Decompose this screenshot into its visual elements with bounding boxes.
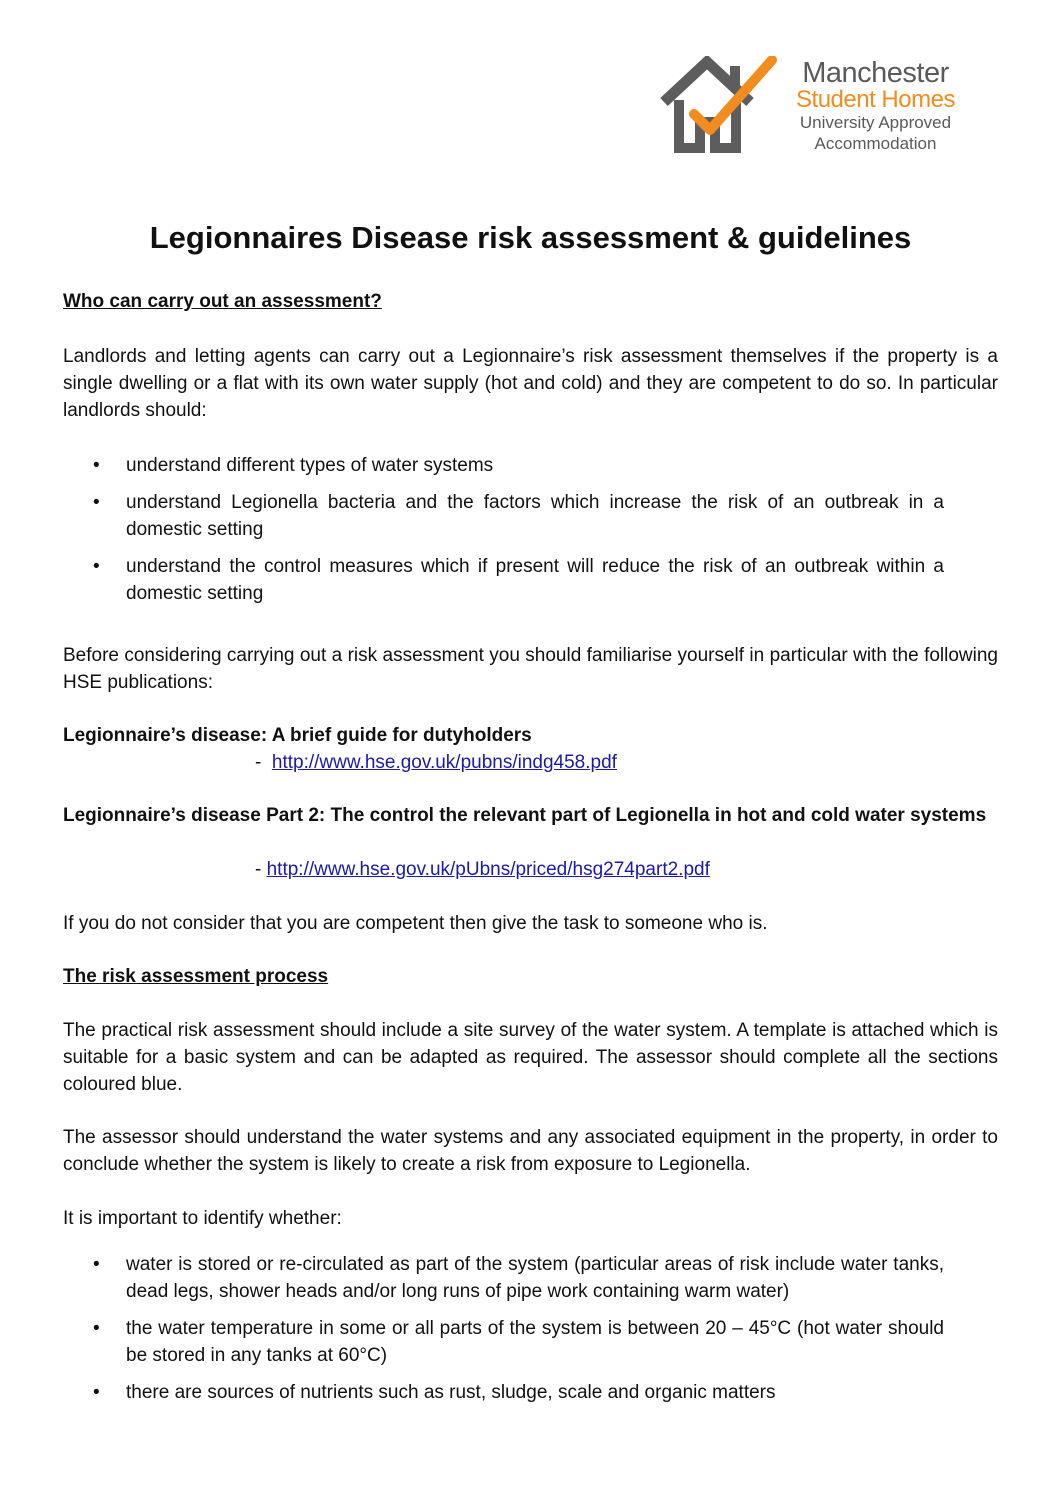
publication-1-link-line: - http://www.hse.gov.uk/pubns/indg458.pdf bbox=[255, 752, 617, 773]
list-item: • understand different types of water systems bbox=[63, 452, 944, 479]
landlord-bullet-list bbox=[63, 452, 998, 617]
bullet-icon: • bbox=[93, 455, 100, 476]
process-paragraph-2: The assessor should understand the water systems and any associated equipment in the property, in order to conclude whether the system is likely to create a risk from exposure to Legionella. bbox=[63, 1127, 998, 1175]
house-check-icon bbox=[660, 56, 785, 156]
logo-line-2: Student Homes bbox=[796, 86, 955, 113]
publication-2-link-line: - http://www.hse.gov.uk/pUbns/priced/hsg274part2.pdf bbox=[255, 859, 710, 880]
intro-paragraph: Landlords and letting agents can carry out a Legionnaire’s risk assessment themselves if the property is a single dwelling or a flat with its own water supply (hot and cold) and they are competent to do so. In particular landlords should: bbox=[63, 346, 998, 421]
publication-2-title: Legionnaire’s disease Part 2: The control the relevant part of Legionella in hot and cold water systems bbox=[63, 805, 987, 826]
logo-line-1: Manchester bbox=[802, 57, 949, 89]
risk-bullet-list bbox=[63, 1251, 998, 1416]
list-item: • there are sources of nutrients such as rust, sludge, scale and organic matters bbox=[63, 1379, 944, 1406]
section-heading-who: Who can carry out an assessment? bbox=[63, 291, 382, 312]
publication-2-link[interactable]: http://www.hse.gov.uk/pUbns/priced/hsg274part2.pdf bbox=[266, 859, 710, 880]
bullet-icon: • bbox=[93, 1254, 100, 1275]
list-item: • the water temperature in some or all parts of the system is between 20 – 45°C (hot water should be stored in any tanks at 60°C) bbox=[63, 1315, 944, 1369]
competent-paragraph: If you do not consider that you are competent then give the task to someone who is. bbox=[63, 913, 768, 934]
list-item: • understand Legionella bacteria and the factors which increase the risk of an outbreak in a domestic setting bbox=[63, 489, 944, 543]
publication-1-title: Legionnaire’s disease: A brief guide for dutyholders bbox=[63, 725, 532, 746]
process-paragraph-3: It is important to identify whether: bbox=[63, 1208, 342, 1229]
list-item: • understand the control measures which if present will reduce the risk of an outbreak within a domestic setting bbox=[63, 553, 944, 607]
bullet-icon: • bbox=[93, 1382, 100, 1403]
bullet-icon: • bbox=[93, 556, 100, 577]
logo-text bbox=[783, 58, 968, 154]
logo-line-3: University Approved bbox=[799, 113, 952, 132]
process-paragraph-1: The practical risk assessment should include a site survey of the water system. A template is attached which is suitable for a basic system and can be adapted as required. The assessor should complete all the sections coloured blue. bbox=[63, 1020, 998, 1095]
bullet-icon: • bbox=[93, 492, 100, 513]
list-item: • water is stored or re-circulated as part of the system (particular areas of risk include water tanks, dead legs, shower heads and/or long runs of pipe work containing warm water) bbox=[63, 1251, 944, 1305]
publication-1-link[interactable]: http://www.hse.gov.uk/pubns/indg458.pdf bbox=[271, 752, 617, 773]
before-paragraph: Before considering carrying out a risk assessment you should familiarise yourself in particular with the following HSE publications: bbox=[63, 645, 998, 693]
section-heading-process: The risk assessment process bbox=[63, 966, 329, 987]
logo-line-4: Accommodation bbox=[814, 134, 937, 153]
page-title: Legionnaires Disease risk assessment & guidelines bbox=[149, 220, 912, 255]
bullet-icon: • bbox=[93, 1318, 100, 1339]
logo bbox=[660, 56, 980, 156]
